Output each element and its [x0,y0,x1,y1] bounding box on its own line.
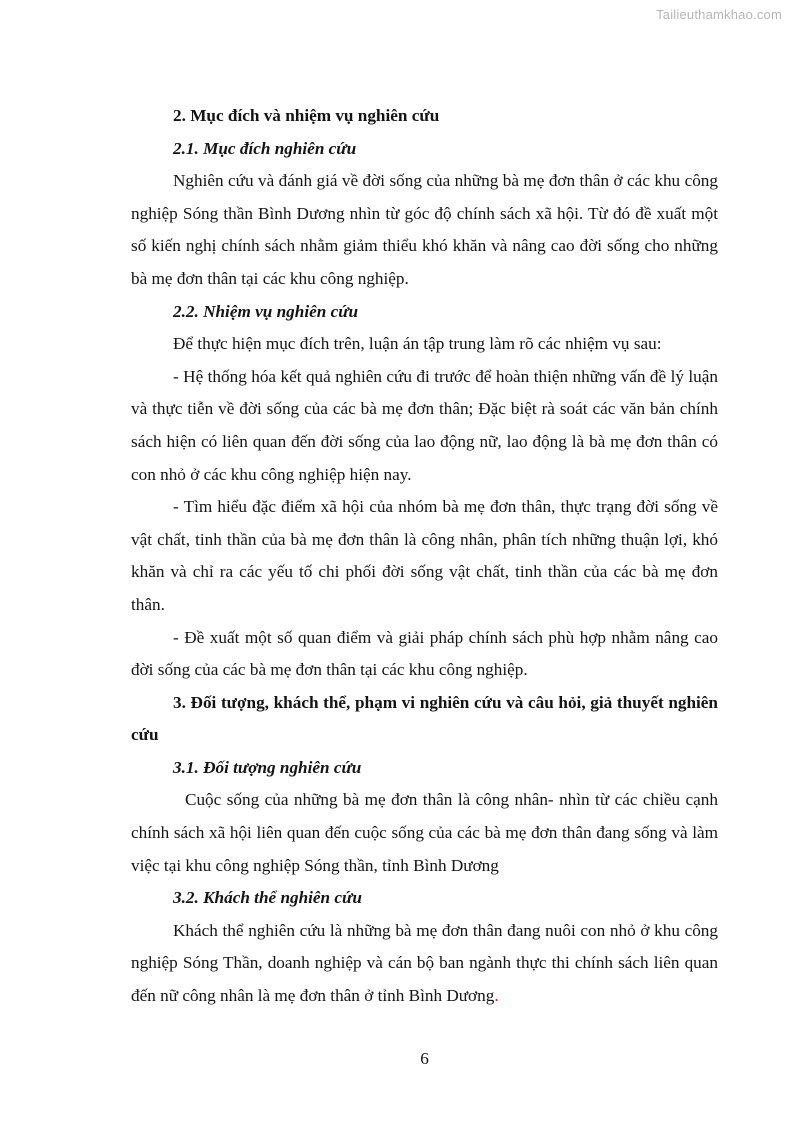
paragraph: - Tìm hiểu đặc điểm xã hội của nhóm bà mẹ đơn thân, thực trạng đời sống về vật chất, tinh thần của bà mẹ đơn thân là công nhân, phân tích những thuận lợi, khó khăn và chỉ ra các yếu tố chi phối đời sống vật chất, tinh thần của các bà mẹ đơn thân. [131,497,718,614]
red-period: . [494,986,499,1006]
watermark-text: Tailieuthamkhao.com [656,7,782,22]
page-number: 6 [420,1049,429,1068]
section-heading: 3.1. Đối tượng nghiên cứu [173,757,362,777]
paragraph: - Đề xuất một số quan điểm và giải pháp chính sách phù hợp nhằm nâng cao đời sống của các bà mẹ đơn thân tại các khu công nghiệp. [131,627,718,680]
section-heading: 3.2. Khách thể nghiên cứu [173,888,362,908]
section-heading: 3. Đối tượng, khách thể, phạm vi nghiên cứu và câu hỏi, giả thuyết nghiên cứu [131,692,718,745]
paragraph: - Hệ thống hóa kết quả nghiên cứu đi trước để hoàn thiện những vấn đề lý luận và thực tiễn về đời sống của các bà mẹ đơn thân; Đặc biệt rà soát các văn bản chính sách hiện có liên quan đến đời sống của lao động nữ, lao động là bà mẹ đơn thân có con nhỏ ở các khu công nghiệp hiện nay. [131,366,718,484]
paragraph: Để thực hiện mục đích trên, luận án tập trung làm rõ các nhiệm vụ sau: [173,334,662,354]
paragraph: Cuộc sống của những bà mẹ đơn thân là công nhân- nhìn từ các chiều cạnh chính sách xã hội liên quan đến cuộc sống của các bà mẹ đơn thân đang sống và làm việc tại khu công nghiệp Sóng thần, tỉnh Bình Dương [131,790,718,875]
paragraph: Khách thể nghiên cứu là những bà mẹ đơn thân đang nuôi con nhỏ ở khu công nghiệp Sóng Thần, doanh nghiệp và cán bộ ban ngành thực thi chính sách liên quan đến nữ công nhân là mẹ đơn thân ở tỉnh Bình Dương. [131,920,718,1006]
section-heading: 2.1. Mục đích nghiên cứu [173,138,357,158]
section-heading: 2. Mục đích và nhiệm vụ nghiên cứu [173,106,440,125]
section-heading: 2.2. Nhiệm vụ nghiên cứu [173,301,359,321]
document-body [131,100,718,1013]
paragraph: Nghiên cứu và đánh giá về đời sống của những bà mẹ đơn thân ở các khu công nghiệp Sóng thần Bình Dương nhìn từ góc độ chính sách xã hội. Từ đó đề xuất một số kiến nghị chính sách nhằm giảm thiểu khó khăn và nâng cao đời sống cho những bà mẹ đơn thân tại các khu công nghiệp. [131,171,718,288]
